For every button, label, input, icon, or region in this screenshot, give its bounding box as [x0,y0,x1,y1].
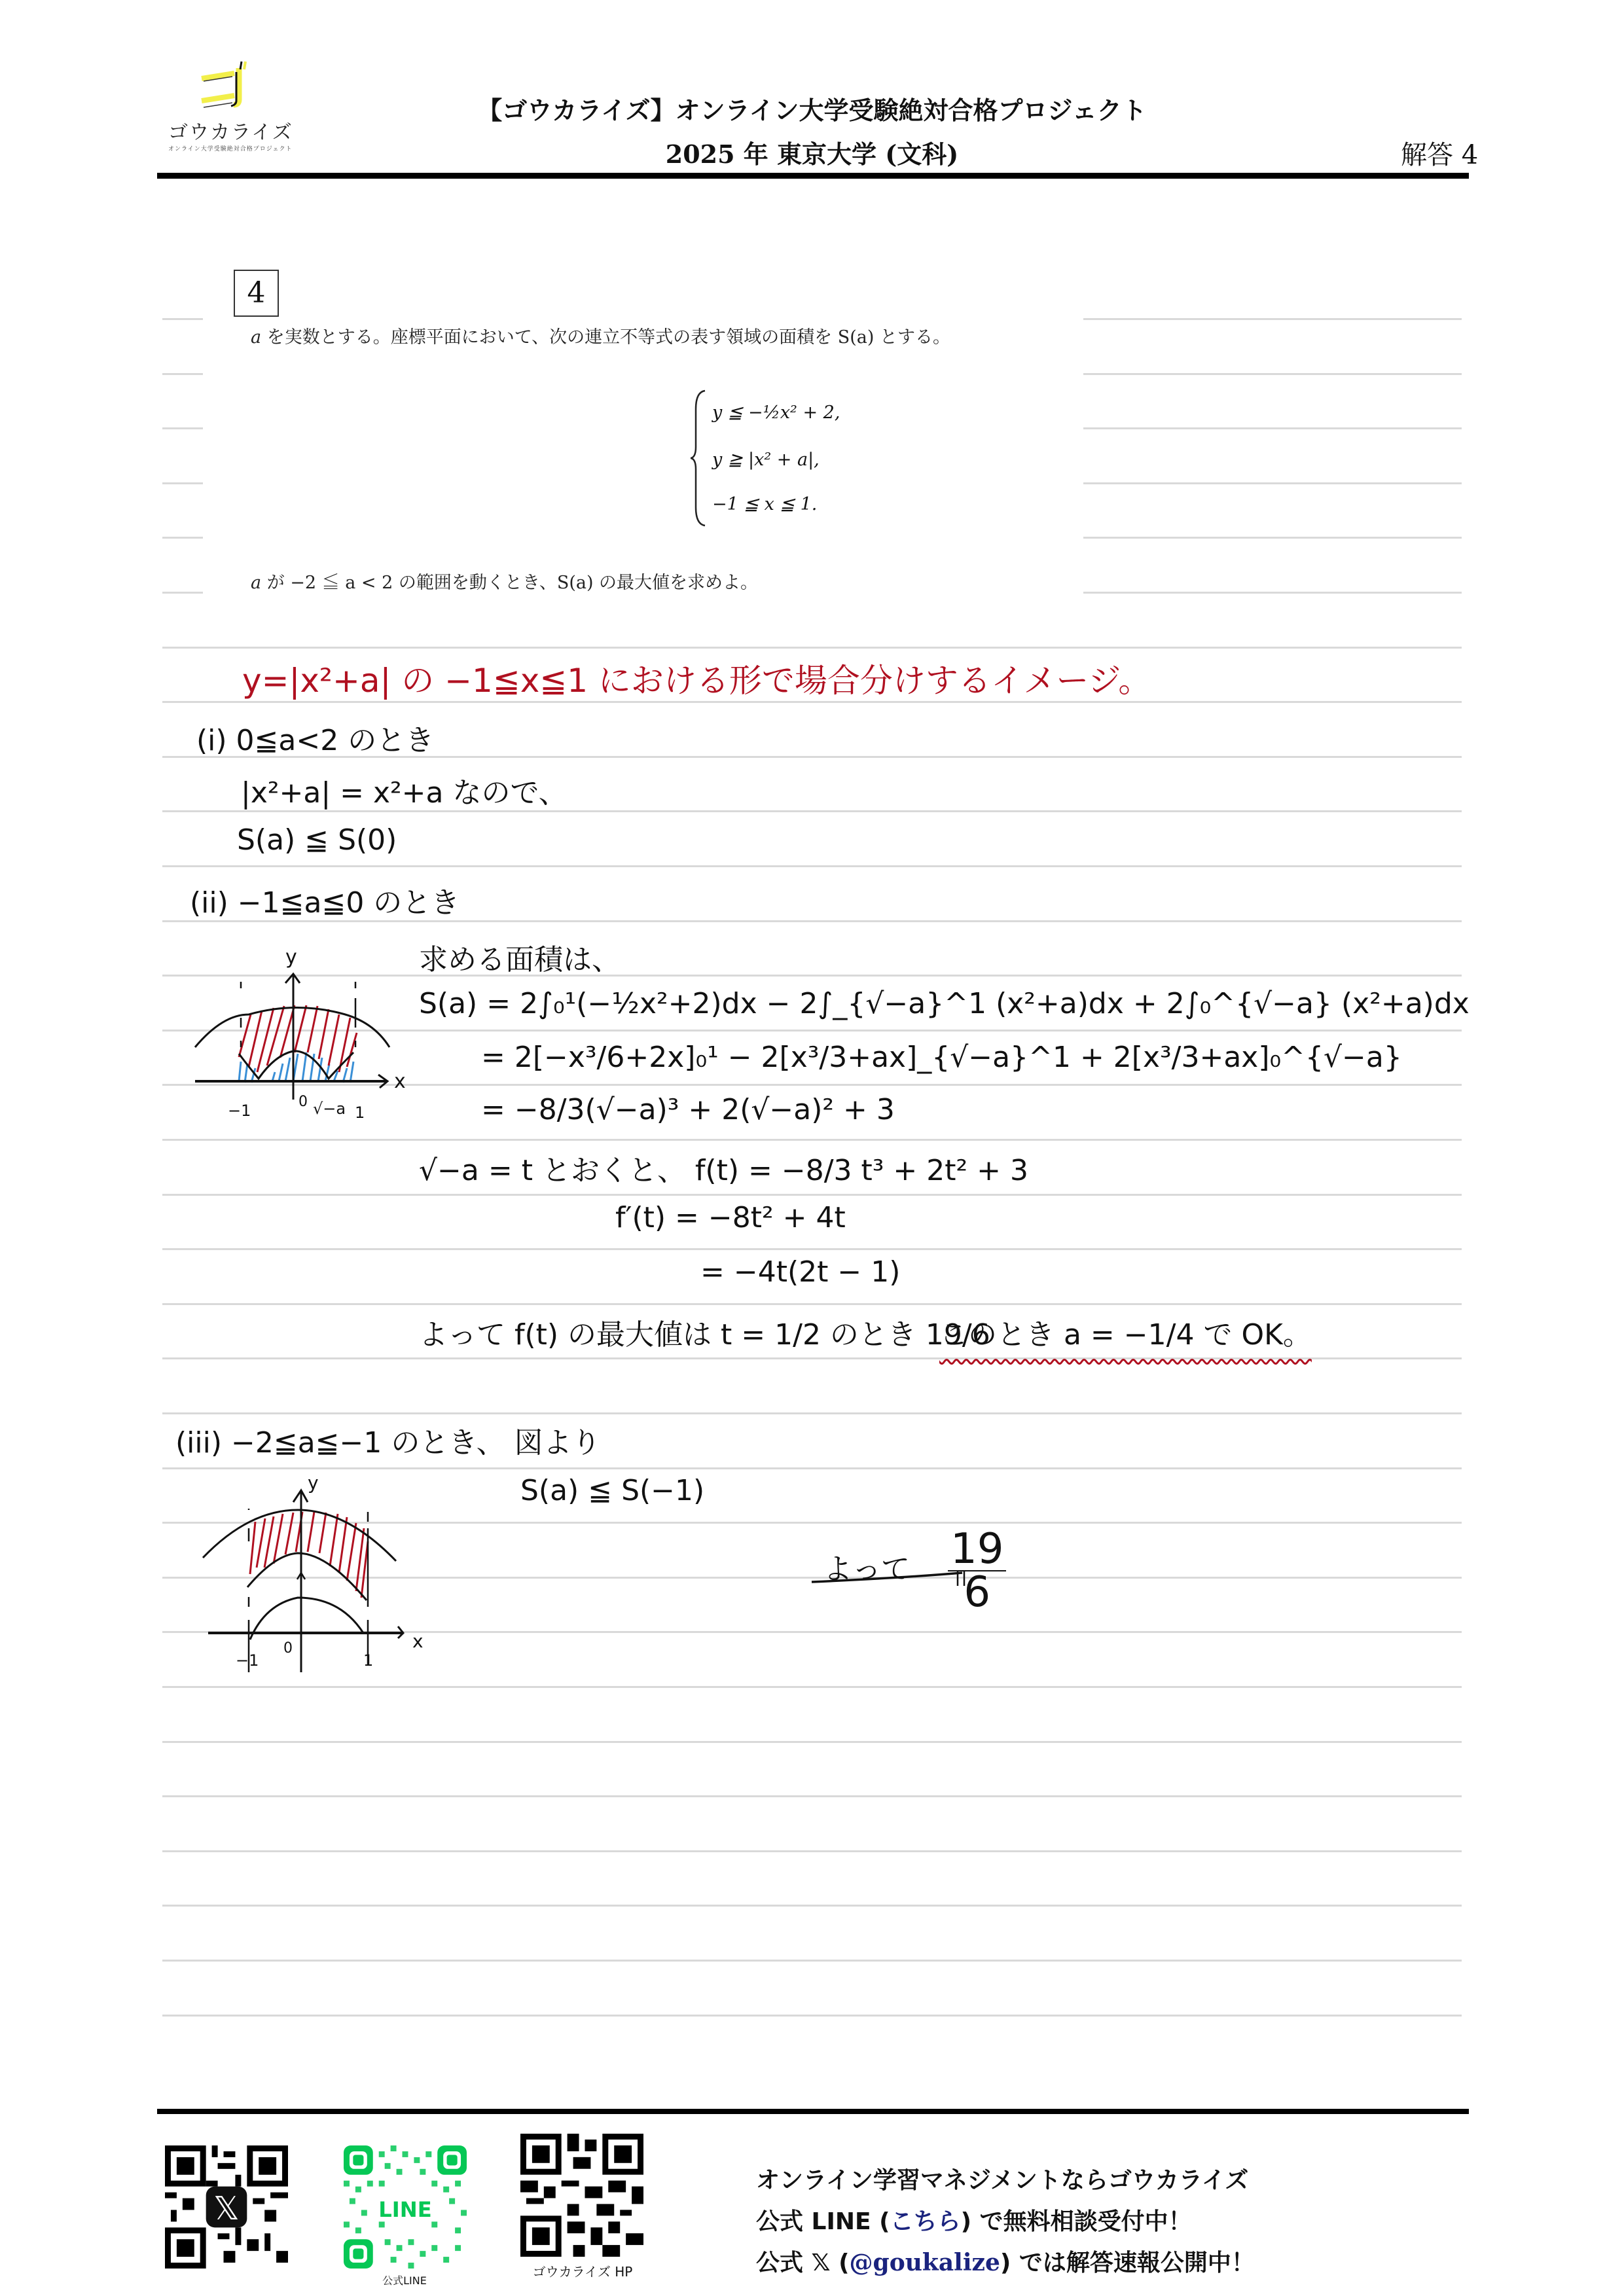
case3-tick-1: 1 [363,1651,374,1670]
problem-intro-text: を実数とする。座標平面において、次の連立不等式の表す領域の面積を S(a) とする。 [266,327,950,348]
ruled-line [162,1686,1462,1688]
footer-line-1: オンライン学習マネジメントならゴウカライズ [756,2167,1249,2194]
inequality-1: y ≦ −½x² + 2, [712,403,840,423]
case2-eq2: = 2[−x³/6+2x]₀¹ − 2[x³/3+ax]_{√−a}^1 + 2[x³/3+ax]₀^{√−a} [481,1041,1402,1074]
case2-eq1: S(a) = 2∫₀¹(−½x²+2)dx − 2∫_{√−a}^1 (x²+a)dx + 2∫₀^{√−a} (x²+a)dx [419,987,1470,1020]
case2-area-intro: 求める面積は、 [419,943,621,977]
line-logo-icon: LINE [378,2197,432,2223]
document-subtitle: 2025 年 東京大学 (文科) [665,139,959,169]
ruled-line [162,1303,1462,1305]
footer-line-2-pre: 公式 LINE ( [756,2208,890,2235]
case3-tick-neg1: −1 [236,1651,259,1670]
case3-label: (iii) −2≦a≦−1 のとき、 図より [175,1426,601,1460]
ruled-line [162,1467,1462,1469]
x-qr-code[interactable] [165,2145,288,2269]
final-answer-underline [808,1568,992,1594]
case2-substitution: √−a = t とおくと、 f(t) = −8/3 t³ + 2t² + 3 [419,1154,1028,1187]
case2-factor: = −4t(2t − 1) [700,1255,901,1289]
footer-line-2-post: ) で無料相談受付中！ [960,2208,1192,2235]
problem-statement-area [203,265,1083,602]
case2-tick-1: 1 [355,1103,365,1122]
homepage-qr-code[interactable] [520,2134,643,2257]
inequality-2: y ≧ |x² + a|, [712,450,820,470]
case2-axis-x: x [394,1070,406,1093]
case3-tick-0: 0 [283,1640,293,1657]
final-numerator: 19 [948,1528,1006,1571]
ruled-line [162,1960,1462,1962]
document-title: 【ゴウカライズ】オンライン大学受験絶対合格プロジェクト [477,96,1147,125]
case2-axis-y: y [285,946,297,969]
final-answer-prefix: よって [823,1552,910,1586]
case2-derivative: f′(t) = −8t² + 4t [615,1201,846,1234]
logo-name: ゴウカライズ [168,121,293,144]
footer-divider [157,2109,1469,2114]
footer-line-3-post: ) では解答速報公開中！ [1000,2250,1255,2276]
case2-label: (ii) −1≦a≦0 のとき [190,886,460,920]
footer-line-3-pre: 公式 𝕏 ( [756,2250,850,2276]
ruled-line [162,1357,1462,1359]
x-account-link[interactable]: @goukalize [849,2249,1000,2276]
homepage-qr-label: ゴウカライズ HP [532,2264,633,2280]
ruled-line [162,1194,1462,1196]
ruled-line [162,1412,1462,1414]
case1-label: (i) 0≦a<2 のとき [196,724,435,757]
case2-eq3: = −8/3(√−a)³ + 2(√−a)² + 3 [481,1093,895,1126]
line-consult-link[interactable]: こちら [890,2208,961,2235]
line-qr-code[interactable] [344,2145,467,2269]
case2-tick-0: 0 [298,1094,308,1110]
case2-sketch [183,942,419,1139]
final-denominator: 6 [964,1568,991,1617]
line-qr-label: 公式LINE [382,2274,427,2287]
case1-line2: S(a) ≦ S(0) [237,823,397,857]
case2-tick-neg1: −1 [228,1102,251,1120]
red-note: y=|x²+a| の −1≦x≦1 における形で場合分けするイメージ。 [242,662,1151,700]
page-label: 解答 4 [1401,140,1479,170]
case2-conclusion: よって f(t) の最大値は t = 1/2 のとき 19/6 [419,1318,990,1352]
ruled-line [162,1795,1462,1797]
ruled-line [162,1850,1462,1852]
ruled-line [162,1139,1462,1141]
case3-axis-y: y [308,1476,319,1494]
problem-question [251,568,758,594]
ruled-line [162,1248,1462,1250]
ruled-line [162,1741,1462,1743]
footer-line-3 [756,2244,1255,2278]
problem-question-var: a [251,573,262,593]
case2-conclusion-a [939,1311,1312,1353]
case3-sketch [190,1476,497,1685]
case2-tick-sqrt: √−a [313,1100,346,1118]
problem-number: 4 [234,270,279,317]
logo-tagline: オンライン大学受験絶対合格プロジェクト [168,146,293,152]
ruled-line [162,865,1462,867]
problem-question-text: が −2 ≦ a < 2 の範囲を動くとき、S(a) の最大値を求めよ。 [266,573,759,593]
case1-line1: |x²+a| = x²+a なので、 [241,776,568,810]
ruled-line [162,647,1462,649]
ruled-line [162,1905,1462,1907]
problem-intro [251,323,950,348]
inequality-3: −1 ≦ x ≦ 1. [712,494,818,514]
case3-axis-x: x [412,1630,424,1652]
problem-intro-var: a [251,327,262,348]
ruled-line [162,2015,1462,2017]
case3-inequality: S(a) ≦ S(−1) [520,1474,705,1507]
x-logo-icon: 𝕏 [213,2189,240,2227]
left-brace-icon [691,389,708,527]
case2-a-value: このとき a = −1/4 で OK。 [939,1318,1312,1352]
footer-line-2 [756,2203,1192,2236]
header-divider [157,173,1469,179]
